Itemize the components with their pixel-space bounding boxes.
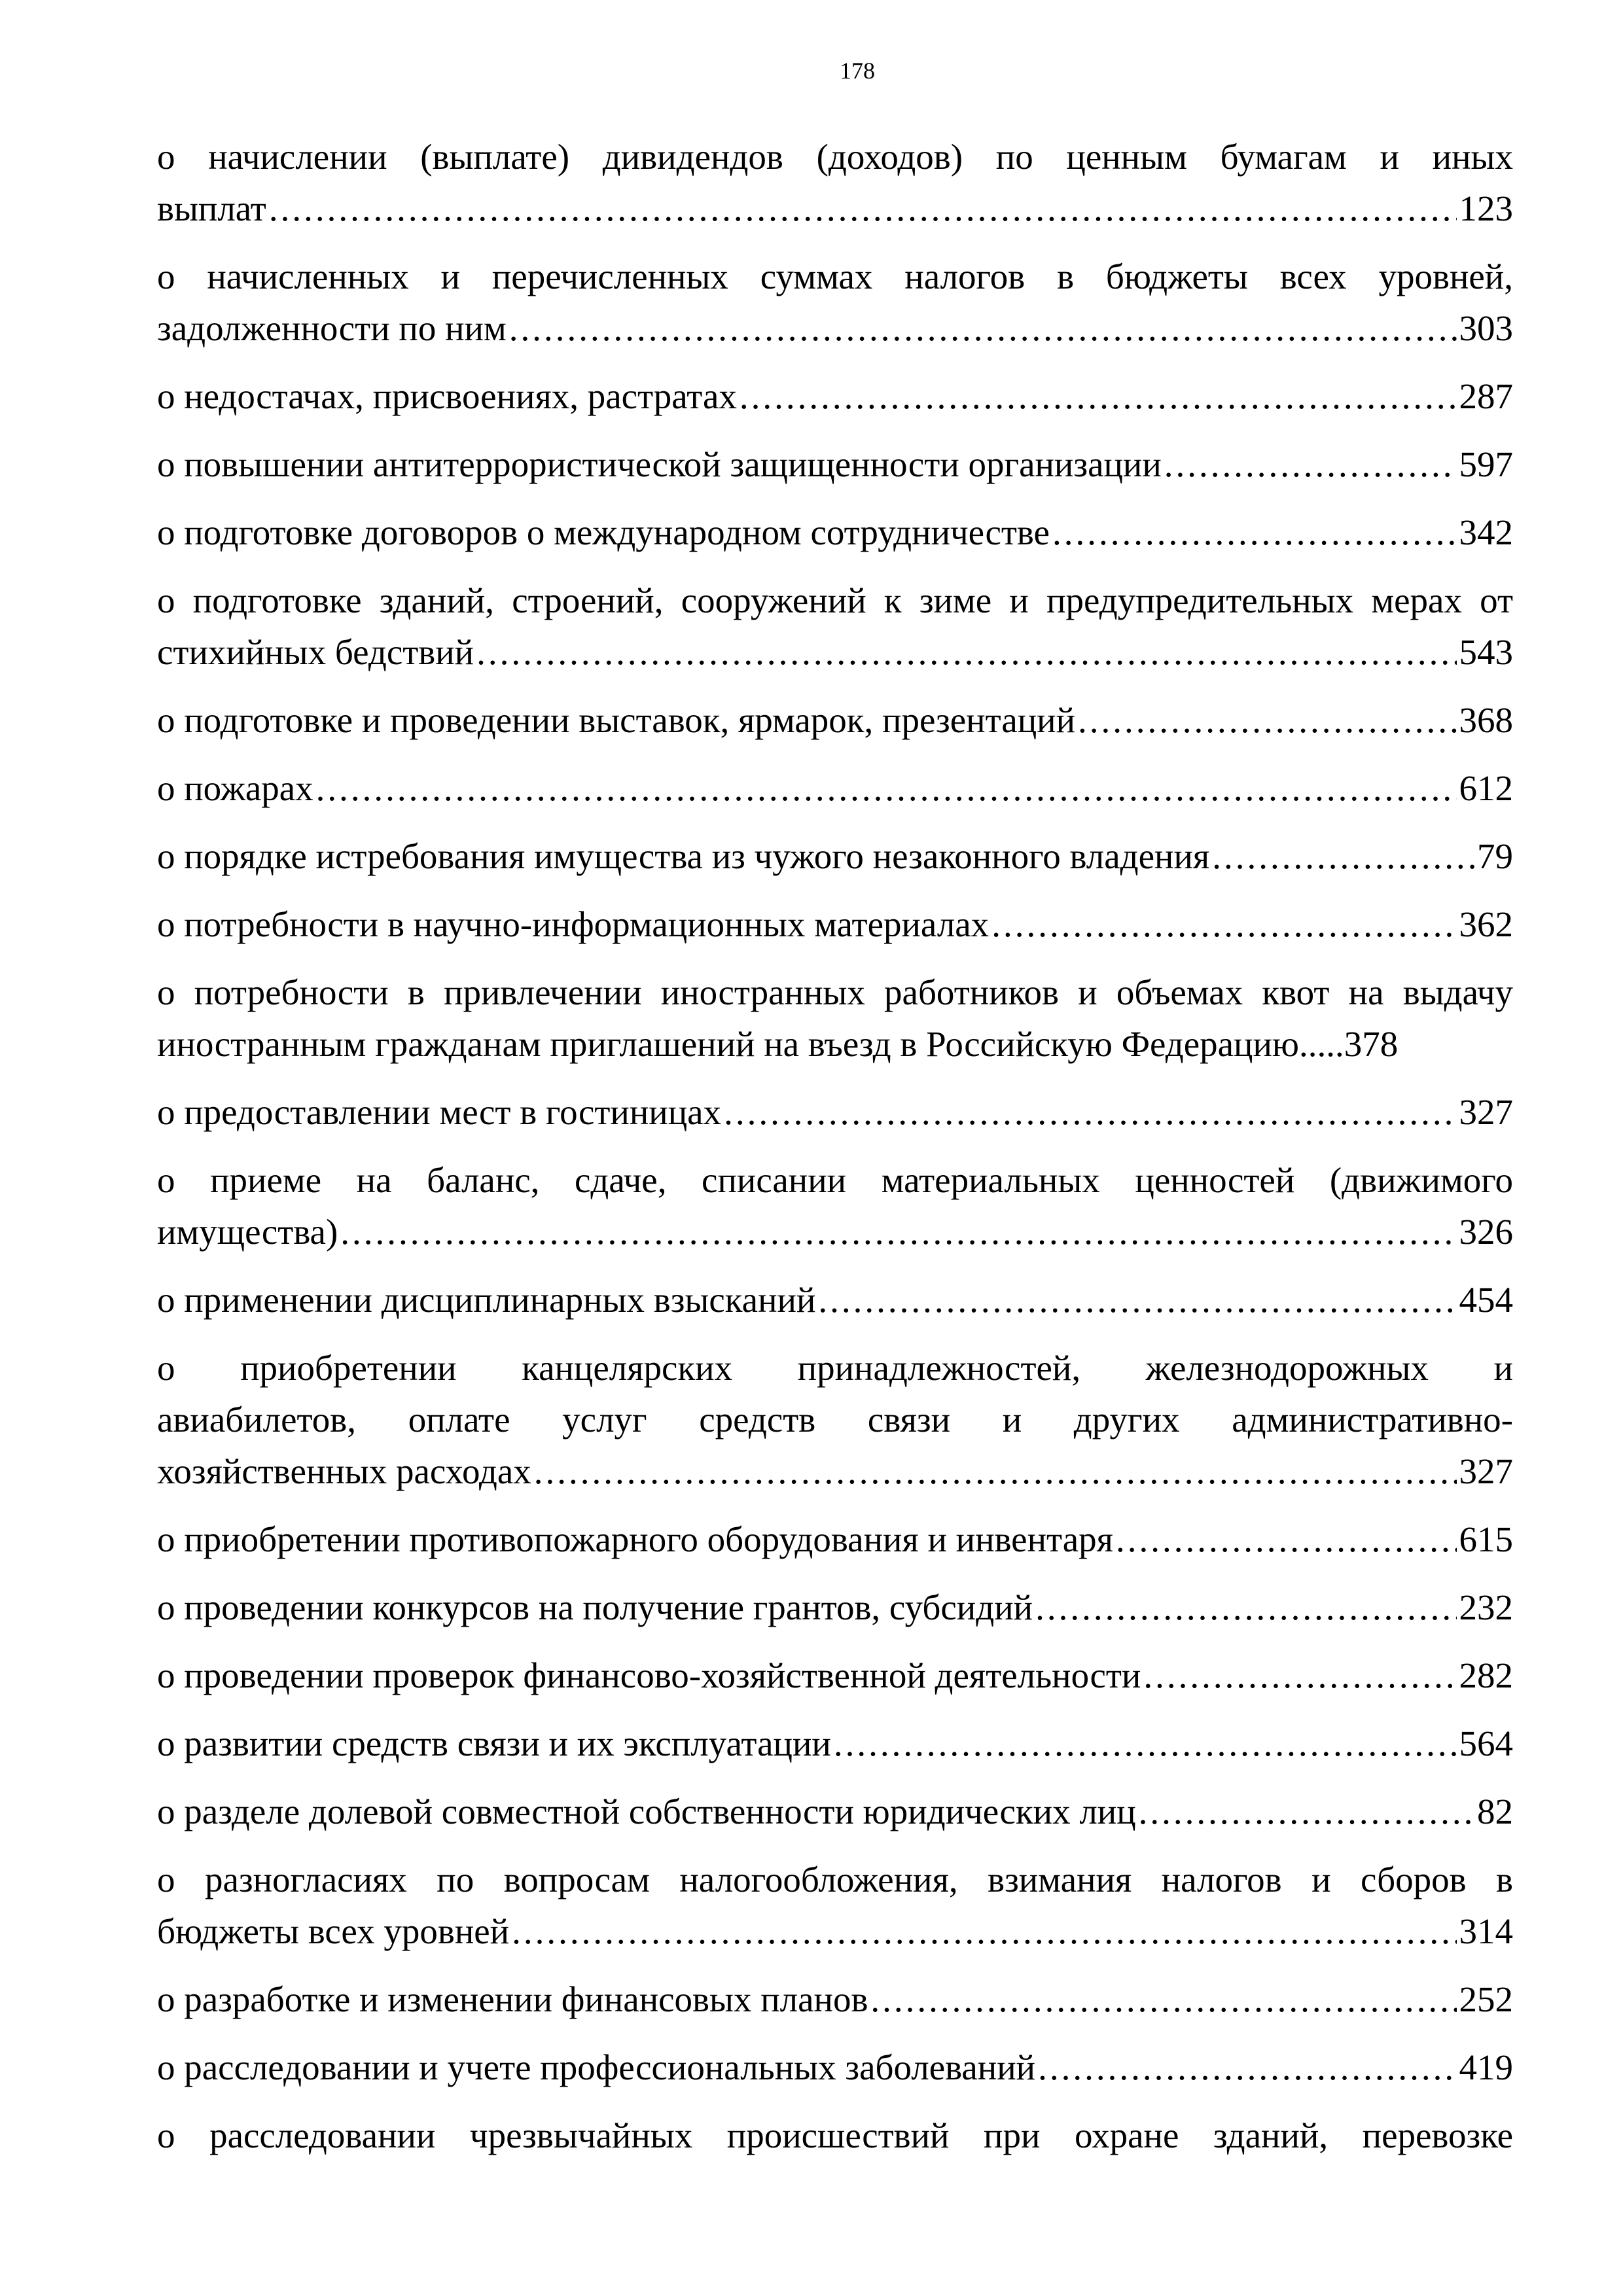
entry-page-number: 327	[1459, 1451, 1513, 1491]
leader-dots	[834, 1718, 1457, 1769]
entry-text-line-1: о приеме на баланс, сдаче, списании материальных ценностей (движимого	[157, 1160, 1513, 1200]
entry-text: о разделе долевой совместной собственности юридических лиц	[157, 1792, 1136, 1831]
entry-text: о пожарах	[157, 768, 313, 808]
entry-page-number: 564	[1459, 1723, 1513, 1763]
index-entry	[157, 1718, 1513, 1769]
index-entry	[157, 1513, 1513, 1565]
index-entry	[157, 2110, 1513, 2161]
index-entry	[157, 1973, 1513, 2025]
entry-page-number: 597	[1459, 444, 1513, 484]
leader-dots	[870, 1973, 1456, 2025]
leader-dots	[534, 1445, 1457, 1497]
entry-text: о проведении проверок финансово-хозяйственной деятельности	[157, 1655, 1141, 1695]
entry-text-line-2: задолженности по ним	[157, 308, 507, 348]
index-entry	[157, 1086, 1513, 1138]
entry-text: о подготовке договоров о международном сотрудничестве	[157, 512, 1050, 552]
index-entry	[157, 830, 1513, 882]
index-entry	[157, 1154, 1513, 1258]
entry-text: о порядке истребования имущества из чужого незаконного владения	[157, 836, 1210, 876]
leader-dots	[512, 1905, 1456, 1957]
entry-text: о подготовке и проведении выставок, ярмарок, презентаций	[157, 700, 1076, 740]
index-entry	[157, 1274, 1513, 1326]
entry-text-line-1: о начислении (выплате) дивидендов (доходов) по ценным бумагам и иных	[157, 137, 1513, 177]
entry-text: о приобретении противопожарного оборудования и инвентаря	[157, 1519, 1113, 1559]
entry-page-number: 378	[1344, 1024, 1399, 1064]
entry-page-number: 419	[1459, 2047, 1513, 2087]
entry-page-number: 342	[1459, 512, 1513, 552]
entry-text-line-2: стихийных бедствий	[157, 632, 474, 672]
entry-page-number: 303	[1459, 308, 1513, 348]
entry-text: о расследовании чрезвычайных происшествий при охране зданий, перевозке	[157, 2115, 1513, 2155]
leader-dots	[1143, 1650, 1456, 1701]
leader-dots	[340, 1206, 1456, 1258]
entry-text-line-3: хозяйственных расходах	[157, 1451, 531, 1491]
entry-text: о потребности в научно-информационных материалах	[157, 904, 990, 944]
leader-dots	[1116, 1513, 1457, 1565]
index-entry	[157, 762, 1513, 814]
index-entry	[157, 966, 1513, 1070]
index-entry	[157, 438, 1513, 490]
entry-page-number: 454	[1459, 1280, 1513, 1320]
index-entry	[157, 2041, 1513, 2093]
index-entry	[157, 1581, 1513, 1633]
entry-page-number: 362	[1459, 904, 1513, 944]
leader-dots	[1164, 438, 1457, 490]
entry-page-number: 368	[1459, 700, 1513, 740]
entry-text: о разработке и изменении финансовых планов	[157, 1979, 868, 2019]
index-entry	[157, 1342, 1513, 1497]
index-entry	[157, 1854, 1513, 1957]
entry-text: о развитии средств связи и их эксплуатации	[157, 1723, 831, 1763]
entry-page-number: 314	[1459, 1911, 1513, 1951]
leader-dots	[724, 1086, 1456, 1138]
index-entry	[157, 898, 1513, 950]
leader-dots	[509, 302, 1457, 354]
entry-page-number: 252	[1459, 1979, 1513, 2019]
index-entry	[157, 506, 1513, 558]
entry-page-number: 287	[1459, 376, 1513, 416]
leader-dots	[1212, 830, 1474, 882]
index-entry	[157, 694, 1513, 746]
entry-text-line-2: бюджеты всех уровней	[157, 1911, 510, 1951]
index-entry	[157, 131, 1513, 234]
index-entry	[157, 574, 1513, 678]
leader-dots	[1078, 694, 1456, 746]
entry-page-number: 82	[1477, 1792, 1513, 1831]
leader-dots	[740, 370, 1457, 422]
entry-text-line-1: о начисленных и перечисленных суммах налогов в бюджеты всех уровней,	[157, 256, 1513, 296]
leader-dots	[476, 626, 1456, 678]
leader-dots	[1038, 2041, 1456, 2093]
page-number: 178	[840, 58, 875, 84]
entry-text: о недостачах, присвоениях, растратах	[157, 376, 737, 416]
entry-text: о проведении конкурсов на получение грантов, субсидий	[157, 1587, 1033, 1627]
entry-page-number: 232	[1459, 1587, 1513, 1627]
entry-text: о предоставлении мест в гостиницах	[157, 1092, 722, 1132]
entry-page-number: 615	[1459, 1519, 1513, 1559]
index-entry	[157, 1650, 1513, 1701]
entry-text-line-2: имущества)	[157, 1212, 338, 1252]
entry-text: о повышении антитеррористической защищенности организации	[157, 444, 1162, 484]
index-entry	[157, 1786, 1513, 1837]
leader-dots	[1139, 1786, 1474, 1837]
entry-text-line-2: выплат	[157, 188, 266, 228]
index-entry	[157, 370, 1513, 422]
entry-text-line-1: о разногласиях по вопросам налогообложения, взимания налогов и сборов в	[157, 1860, 1513, 1899]
entry-text-line-1: о подготовке зданий, строений, сооружений к зиме и предупредительных мерах от	[157, 580, 1513, 620]
entry-text: о применении дисциплинарных взысканий	[157, 1280, 816, 1320]
entry-text-line-1: о приобретении канцелярских принадлежностей, железнодорожных и	[157, 1348, 1513, 1388]
entry-page-number: 543	[1459, 632, 1513, 672]
index-list	[157, 131, 1513, 2178]
leader-dots	[316, 762, 1457, 814]
entry-text: о расследовании и учете профессиональных заболеваний	[157, 2047, 1036, 2087]
entry-page-number: 326	[1459, 1212, 1513, 1252]
entry-page-number: 123	[1459, 188, 1513, 228]
entry-page-number: 282	[1459, 1655, 1513, 1695]
entry-page-number: 612	[1459, 768, 1513, 808]
leader-dots	[991, 898, 1456, 950]
entry-text-line-2: авиабилетов, оплате услуг средств связи и других административно-	[157, 1400, 1513, 1439]
entry-text-line-1: о потребности в привлечении иностранных работников и объемах квот на выдачу	[157, 972, 1513, 1012]
leader-dots	[1052, 506, 1457, 558]
leader-dots	[269, 183, 1457, 234]
index-entry	[157, 251, 1513, 354]
entry-page-number: 327	[1459, 1092, 1513, 1132]
entry-text-line-2: иностранным гражданам приглашений на въезд в Российскую Федерацию .....	[157, 1018, 1344, 1070]
leader-dots	[818, 1274, 1456, 1326]
leader-dots	[1035, 1581, 1456, 1633]
entry-page-number: 79	[1477, 836, 1513, 876]
